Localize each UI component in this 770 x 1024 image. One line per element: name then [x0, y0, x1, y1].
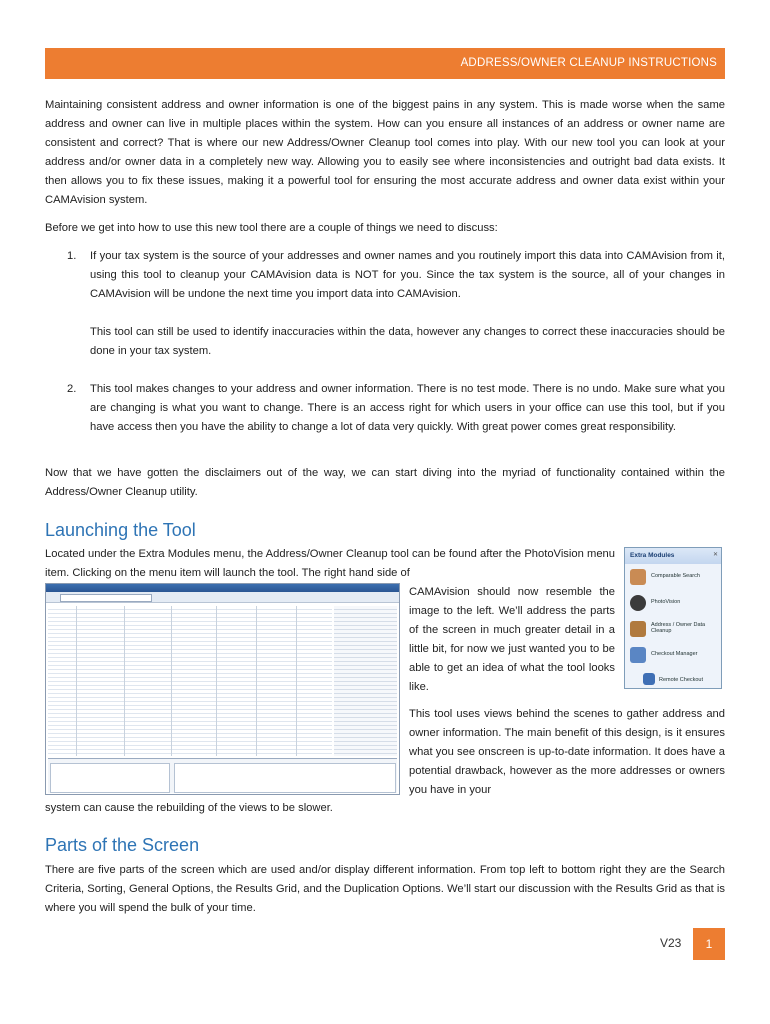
list-number: 1.: [67, 250, 77, 262]
list-item: [45, 380, 725, 437]
list-item: [45, 247, 725, 304]
menu-item-photovision: [625, 592, 721, 616]
app-search-box: [60, 594, 152, 602]
grid-column-divider: [124, 606, 125, 756]
views-paragraph-tail: system can cause the rebuilding of the views to be slower.: [45, 802, 333, 814]
menu-title: Extra Modules: [625, 548, 721, 564]
before-paragraph: Before we get into how to use this new tool there are a couple of things we need to discuss:: [45, 222, 498, 234]
grid-column-divider: [216, 606, 217, 756]
app-side-panel: [334, 606, 397, 756]
menu-item-label: Checkout Manager: [651, 651, 698, 657]
close-icon: ✕: [712, 552, 718, 558]
app-results-grid: [48, 606, 332, 756]
app-duplication-options: [48, 758, 397, 793]
menu-item-label: Comparable Search: [651, 573, 700, 579]
launching-heading: Launching the Tool: [45, 520, 196, 540]
checkout-icon: [630, 647, 646, 663]
intro-paragraph: Maintaining consistent address and owner information is one of the biggest pains in any system. This is made worse when the same address and owner can live in multiple places within the system. How can you ensure all instances of an address or owner name are consistent and correct? That is where our new Address/Owner Cleanup tool comes into play. With our new tool you can look at your address and/or owner data in a completely new way. Allowing you to easily see where inconsistencies and outright bad data exists. It then allows you to fix these issues, making it a powerful tool for ensuring the most accurate address and owner data exist within your CAMAvision system.: [45, 99, 725, 206]
parts-heading: Parts of the Screen: [45, 835, 200, 855]
now-paragraph: Now that we have gotten the disclaimers out of the way, we can start diving into the myriad of functionality contained within the Address/Owner Cleanup utility.: [45, 467, 725, 498]
menu-item-remote-checkout: [625, 670, 721, 694]
grid-column-divider: [171, 606, 172, 756]
disclaimer-list: [45, 247, 725, 437]
list-item-text: If your tax system is the source of your addresses and owner names and you routinely import this data into CAMAvision from it, using this tool to cleanup your CAMAvision data is NOT for you. Since the tax system is the source, all of your changes in CAMAvision will be undone the next time you import data into CAMAvision.: [90, 250, 725, 300]
page-footer: [640, 928, 725, 960]
app-titlebar: [46, 584, 399, 592]
grid-column-divider: [296, 606, 297, 756]
extra-modules-menu-image: [624, 547, 722, 689]
menu-item-checkout-manager: [625, 644, 721, 668]
parts-paragraph: There are five parts of the screen which are used and/or display different information. From top left to bottom right they are the Search Criteria, Sorting, General Options, the Results Grid, and the Duplication Options. We’ll start our discussion with the Results Grid as that is where you will spend the bulk of your time.: [45, 864, 725, 914]
document-title: ADDRESS/OWNER CLEANUP INSTRUCTIONS: [460, 57, 717, 69]
menu-item-label: Address / Owner Data Cleanup: [651, 622, 706, 634]
grid-column-divider: [256, 606, 257, 756]
grid-column-divider: [76, 606, 77, 756]
tool-screenshot-image: [45, 583, 400, 795]
list-item-subtext: This tool can still be used to identify inaccuracies within the data, however any changes to correct these inaccuracies should be done in your tax system.: [90, 326, 725, 357]
menu-item-label: PhotoVision: [651, 599, 681, 605]
app-bottom-right-panel: [174, 763, 396, 793]
menu-item-label: Remote Checkout: [659, 677, 704, 683]
remote-checkout-icon: [643, 673, 655, 685]
camavision-paragraph: CAMAvision should now resemble the image to the left. We’ll address the parts of the screen in much greater detail in a little bit, for now we just wanted you to be able to get an idea of what the tool looks like.: [409, 586, 615, 693]
list-number: 2.: [67, 383, 77, 395]
menu-item-comparable-search: [625, 566, 721, 590]
address-book-icon: [630, 621, 646, 637]
header-bar: [45, 48, 725, 79]
version-label: V23: [660, 936, 682, 950]
app-bottom-left-panel: [50, 763, 170, 793]
views-paragraph: This tool uses views behind the scenes to gather address and owner information. The main benefit of this design, is it ensures what you see onscreen is up-to-date information. It does have a potential drawback, however as the more addresses or owners you have in your: [409, 708, 725, 796]
house-icon: [630, 569, 646, 585]
page-number: 1: [693, 928, 725, 960]
list-item-text: This tool makes changes to your address and owner information. There is no test mode. There is no undo. Make sure what you are changing is what you want to change. There is an access right for which users in your office can use this tool, but if you have access then you have the ability to change a lot of data very quickly. With great power comes great responsibility.: [90, 383, 725, 433]
menu-item-address-owner-cleanup: [625, 618, 721, 642]
camera-icon: [630, 595, 646, 611]
located-paragraph: Located under the Extra Modules menu, the Address/Owner Cleanup tool can be found after the PhotoVision menu item. Clicking on the menu item will launch the tool. The right hand side of: [45, 548, 615, 579]
